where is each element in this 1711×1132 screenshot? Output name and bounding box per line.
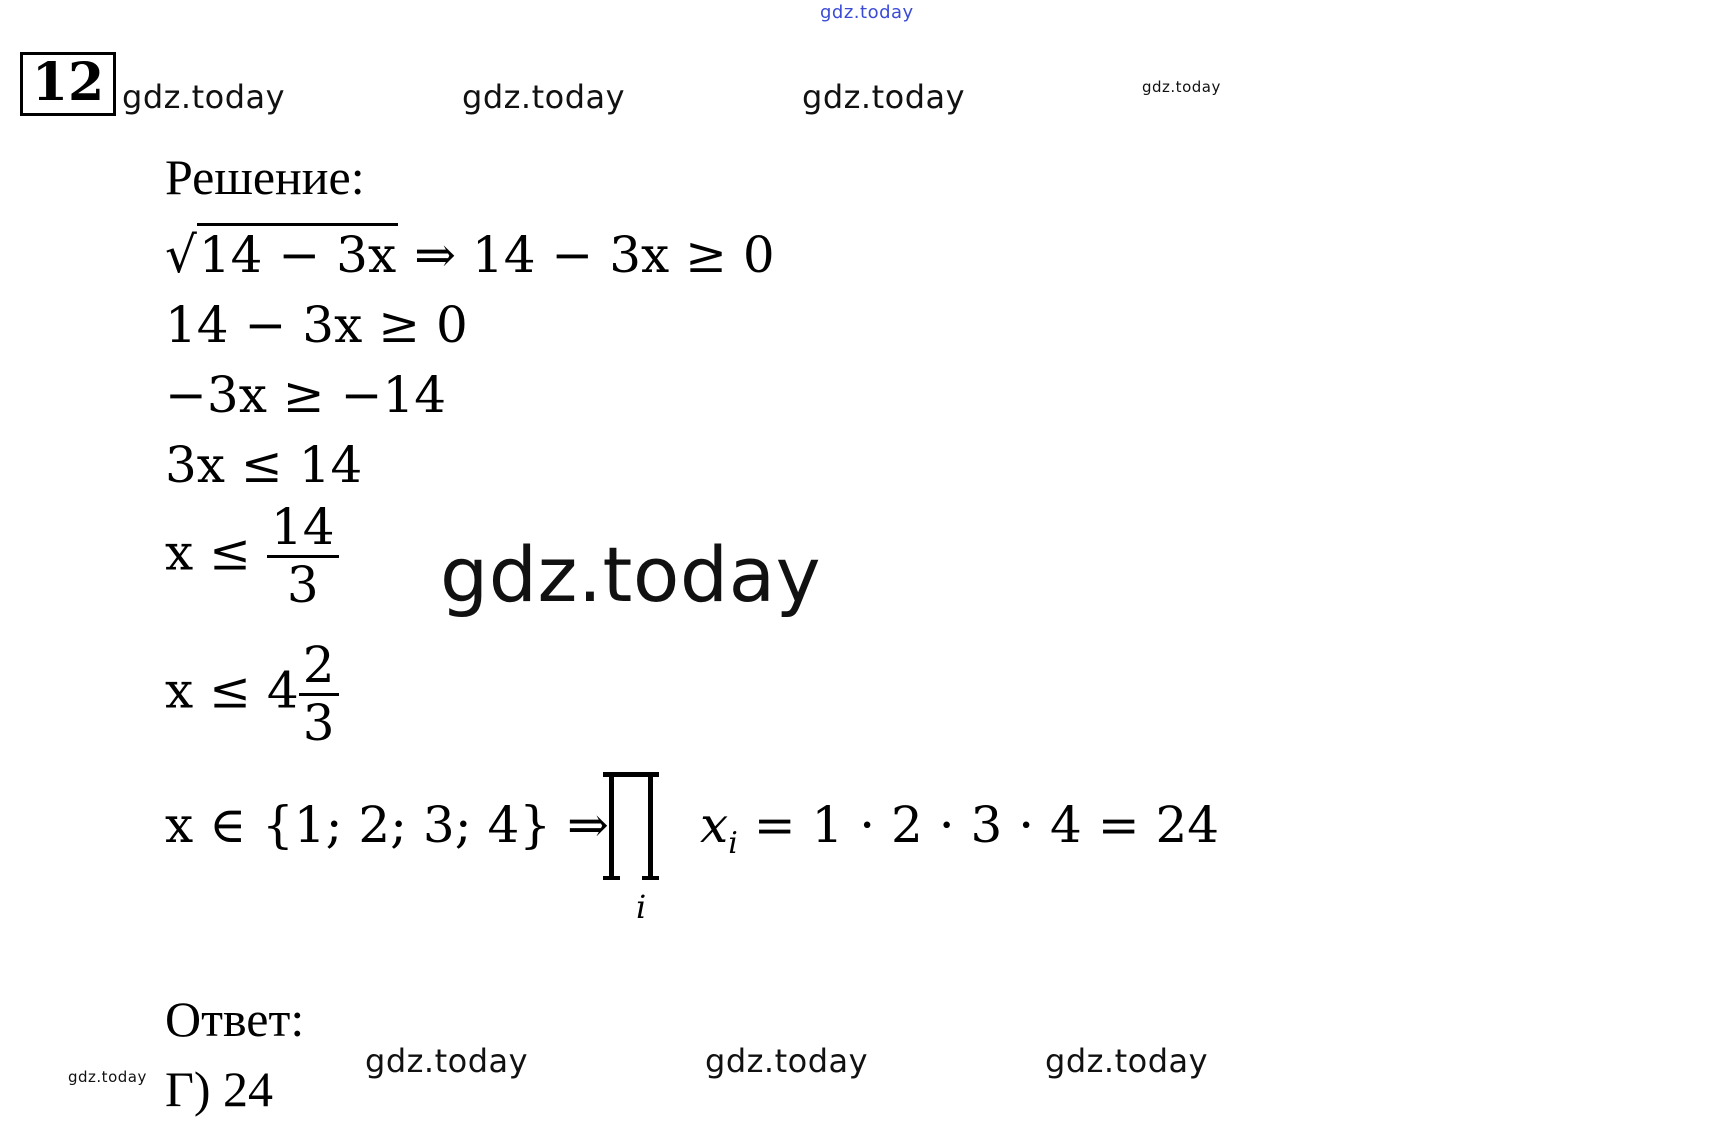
mixed-fraction — [299, 638, 339, 751]
product-symbol — [603, 772, 659, 882]
math-line-3: −3x ≥ −14 — [165, 366, 447, 424]
math-line-7-right — [700, 796, 1219, 861]
sqrt-sign: √ — [165, 226, 197, 284]
product-result: = 1 · 2 · 3 · 4 = 24 — [753, 796, 1220, 854]
math-line-2: 14 − 3x ≥ 0 — [165, 296, 468, 354]
variable-x: x — [700, 796, 729, 854]
answer-heading: Ответ: — [165, 991, 305, 1047]
math-line-6 — [165, 638, 339, 751]
problem-number: 12 — [20, 52, 116, 116]
answer-value: Г) 24 — [165, 1061, 274, 1117]
product-index: i — [636, 888, 647, 926]
math-line-7-left: x ∈ {1; 2; 3; 4} ⇒ — [165, 796, 609, 854]
watermark: gdz.today — [705, 1042, 869, 1080]
watermark: gdz.today — [802, 78, 966, 116]
fraction-numerator: 2 — [299, 638, 339, 696]
watermark: gdz.today — [1142, 78, 1221, 96]
math-line-1 — [165, 226, 775, 284]
inequality-left: x ≤ 4 — [165, 661, 299, 720]
fraction — [267, 500, 339, 613]
radicand: 14 − 3x — [197, 223, 398, 284]
inequality-left: x ≤ — [165, 523, 251, 582]
watermark-top: gdz.today — [820, 2, 914, 23]
fraction-numerator: 14 — [267, 500, 339, 558]
variable-subscript: i — [728, 826, 738, 861]
watermark: gdz.today — [462, 78, 626, 116]
fraction-denominator: 3 — [286, 556, 319, 614]
watermark: gdz.today — [68, 1068, 147, 1086]
implication: ⇒ 14 − 3x ≥ 0 — [414, 226, 775, 284]
fraction-denominator: 3 — [302, 694, 335, 752]
watermark: gdz.today — [365, 1042, 529, 1080]
watermark: gdz.today — [122, 78, 286, 116]
watermark: gdz.today — [1045, 1042, 1209, 1080]
watermark-large: gdz.today — [440, 530, 822, 619]
math-line-5 — [165, 500, 339, 613]
solution-heading: Решение: — [165, 149, 365, 205]
math-line-4: 3x ≤ 14 — [165, 436, 363, 494]
